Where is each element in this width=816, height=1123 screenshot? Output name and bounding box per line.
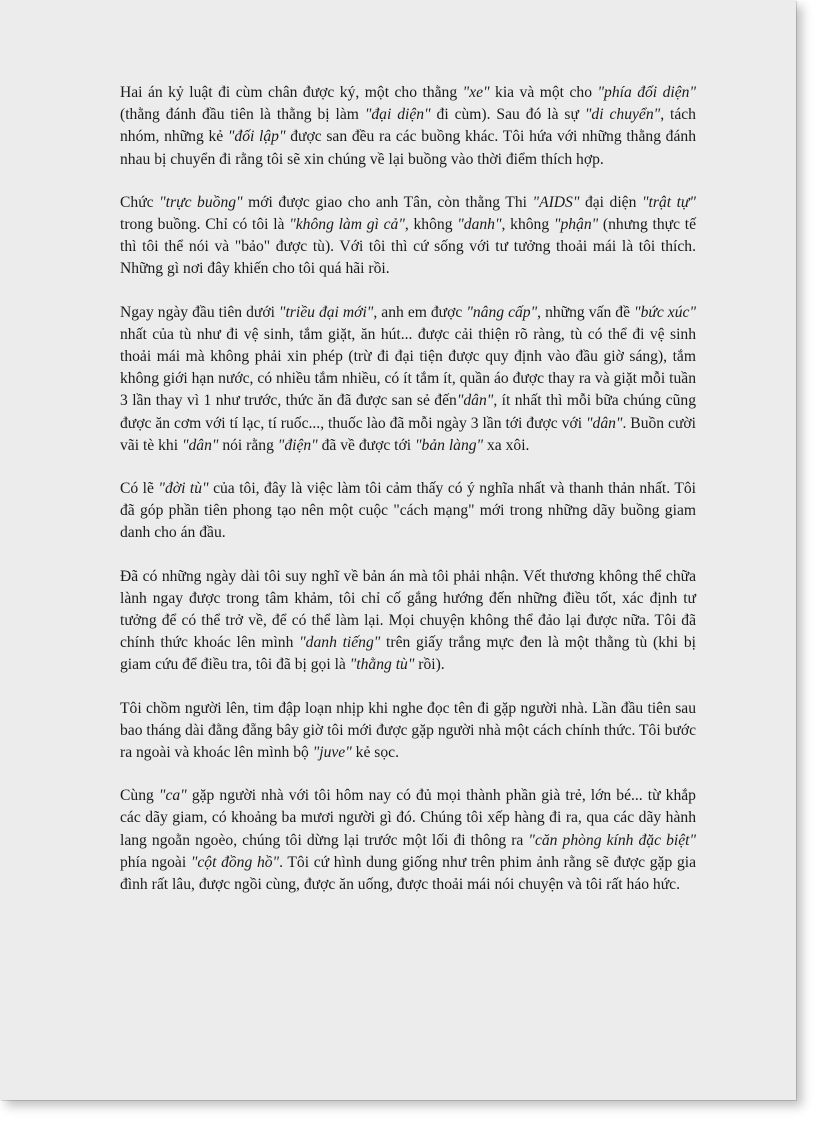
italic-phrase: "phận": [553, 216, 599, 234]
italic-phrase: "bức xúc": [634, 303, 696, 321]
text-run: , tách nhóm, những kẻ: [120, 106, 696, 146]
italic-phrase: "dân": [181, 436, 219, 454]
italic-phrase: "juve": [312, 744, 352, 762]
text-run: Đã có những ngày dài tôi suy nghĩ về bản án mà tôi phải nhận. Vết thương không thể chữa lành ngay được trong tâm khảm, tôi chỉ cố gắng hướng đến những điều tốt, xác định tư tưởng để có thể trở về, để có thể làm lại. Mọi chuyện không thể đảo lại được nữa. Tôi đã chính thức khoác lên mình: [120, 567, 696, 652]
text-run: nói rằng: [218, 436, 278, 454]
italic-phrase: "danh": [457, 216, 502, 234]
text-run: , những vấn đề: [537, 303, 635, 321]
italic-phrase: "thằng tù": [349, 656, 415, 674]
paragraph-1: [120, 82, 696, 171]
text-run: mới được giao cho anh Tân, còn thằng Thi: [242, 193, 533, 211]
text-run: , anh em được: [373, 303, 467, 321]
text-run: , không: [404, 216, 458, 234]
italic-phrase: "căn phòng kính đặc biệt": [528, 831, 696, 849]
document-body: [120, 82, 696, 917]
text-run: xa xôi.: [483, 436, 530, 454]
text-run: đã về được tới: [317, 436, 415, 454]
paragraph-7: [120, 785, 696, 896]
text-run: Có lẽ: [120, 480, 159, 498]
italic-phrase: "bản làng": [415, 436, 484, 454]
paragraph-6: [120, 698, 696, 765]
text-run: Hai án kỷ luật đi cùm chân được ký, một cho thằng: [120, 84, 463, 101]
italic-phrase: "cột đồng hồ": [190, 853, 280, 871]
text-run: của tôi, đây là việc làm tôi cảm thấy có ý nghĩa nhất và thanh thản nhất. Tôi đã góp phần tiên phong tạo nên một cuộc "cách mạng" mới trong những dãy buồng giam danh cho án đầu.: [120, 480, 697, 542]
text-run: Cùng: [120, 787, 159, 805]
text-run: , ít nhất thì mỗi bữa chúng cũng được ăn cơm với tí lạc, tí ruốc..., thuốc lào đã mỗi ngày 3 lần tới được với: [120, 392, 696, 432]
text-run: phía ngoài: [120, 853, 191, 871]
italic-phrase: "phía đối diện": [597, 84, 697, 101]
italic-phrase: "dân": [456, 392, 494, 410]
paragraph-3: [120, 302, 696, 457]
italic-phrase: "không làm gì cả": [289, 216, 405, 234]
text-run: gặp người nhà với tôi hôm nay có đủ mọi thành phần già trẻ, lớn bé... từ khắp các dãy giam, có khoảng ba mươi người gì đó. Chúng tôi xếp hàng đi ra, qua các dãy hành lang ngoằn ngoèo, chúng tôi dừng lại trước một lối đi thông ra: [120, 787, 696, 849]
text-run: kia và một cho: [489, 84, 598, 101]
text-run: (thằng đánh đầu tiên là thằng bị làm: [120, 106, 365, 124]
text-run: được san đều ra các buồng khác. Tôi hứa với những thằng đánh nhau bị chuyển đi rằng tôi sẽ xin chúng về lại buồng vào thời điểm thích hợp.: [120, 128, 696, 168]
text-run: trong buồng. Chỉ có tôi là: [120, 216, 290, 234]
italic-phrase: "xe": [462, 84, 490, 101]
text-run: , không: [501, 216, 554, 234]
text-run: Tôi chồm người lên, tim đập loạn nhịp khi nghe đọc tên đi gặp người nhà. Lần đầu tiên sau bao tháng dài đằng đẵng bây giờ tôi mới được gặp người nhà một cách chính thức. Tôi bước ra ngoài và khoác lên mình bộ: [120, 699, 696, 762]
paragraph-5: [120, 566, 696, 677]
italic-phrase: "trật tự": [641, 193, 696, 211]
italic-phrase: "danh tiếng": [299, 634, 381, 652]
italic-phrase: "AIDS": [532, 193, 580, 211]
text-run: đi cùm). Sau đó là sự: [430, 106, 585, 124]
italic-phrase: "điện": [277, 436, 318, 454]
paragraph-4: [120, 478, 696, 545]
text-run: rồi).: [414, 656, 445, 674]
italic-phrase: "trực buồng": [159, 193, 243, 211]
text-run: Ngay ngày đầu tiên dưới: [120, 303, 279, 321]
text-run: đại diện: [579, 193, 642, 211]
text-run: trên giấy trắng mực đen là một thằng tù (khi bị giam cứu để điều tra, tôi đã bị gọi là: [120, 634, 696, 674]
paragraph-2: [120, 192, 696, 281]
italic-phrase: "dân": [585, 414, 623, 432]
text-run: (nhưng thực tế thì tôi thể nói và "bảo" được tù). Với tôi thì cứ sống với tư tưởng thoải mái là tôi thích. Những gì nơi đây khiến cho tôi quá hãi rồi.: [120, 216, 696, 278]
italic-phrase: "nâng cấp": [466, 303, 538, 321]
italic-phrase: "đối lập": [227, 128, 286, 146]
text-run: nhất của tù như đi vệ sinh, tắm giặt, ăn hút... được cải thiện rõ ràng, tù có thể đi vệ sinh thoải mái mà không phải xin phép (trừ đi đại tiện được quy định vào đầu giờ sáng), tắm không giới hạn nước, có nhiều tắm nhiều, có ít tắm ít, quần áo được thay ra và giặt mỗi tuần 3 lần thay vì 1 như trước, thức ăn đã được san sẻ đến: [120, 325, 696, 410]
italic-phrase: "đời tù": [158, 480, 209, 498]
italic-phrase: "đại diện": [364, 106, 431, 124]
italic-phrase: "di chuyển": [584, 106, 661, 124]
italic-phrase: "ca": [158, 787, 187, 805]
text-run: kẻ sọc.: [351, 744, 399, 762]
italic-phrase: "triều đại mới": [278, 303, 374, 321]
text-run: Chức: [120, 193, 160, 211]
text-run: . Buồn cười vãi tè khi: [120, 414, 696, 454]
text-run: . Tôi cứ hình dung giống như trên phim ảnh rằng sẽ được gặp gia đình rất lâu, được ngồi cùng, được ăn uống, được thoải mái nói chuyện và tôi rất háo hức.: [120, 853, 696, 894]
